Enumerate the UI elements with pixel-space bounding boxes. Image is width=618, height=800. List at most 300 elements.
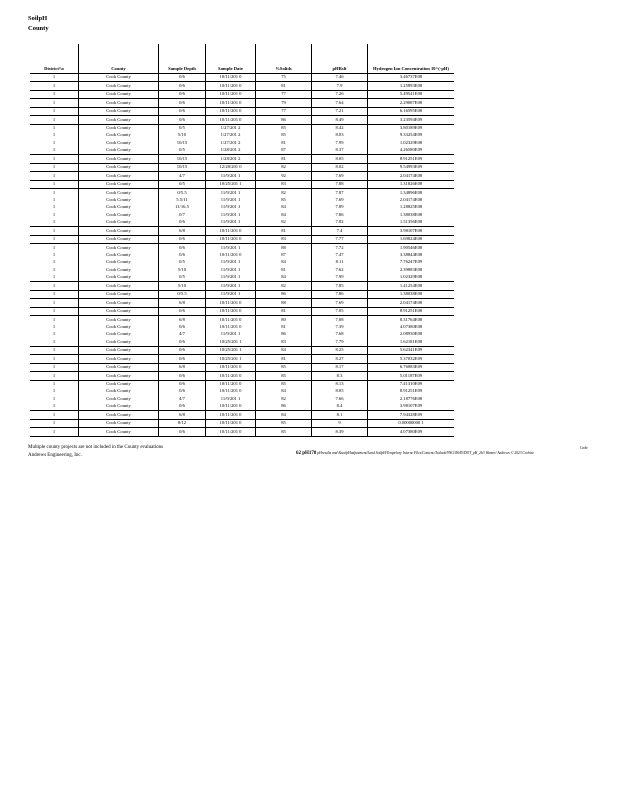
depth-cell: 0/6	[159, 244, 206, 251]
hydrogen-ion-cell: 0.00000000 1	[398, 420, 424, 426]
date-cell: 10/11/201 0	[206, 316, 256, 323]
ph-cell: 8.39	[312, 428, 368, 435]
hydrogen-ion-cell: 5.49541E08	[399, 91, 423, 97]
table-row	[30, 108, 454, 116]
county-cell: Cook County	[79, 74, 159, 81]
hydrogen-ion-cell: 2.29087E08	[399, 99, 423, 105]
header-solids: %Solids	[256, 44, 312, 73]
depth-cell: 5/10	[159, 282, 206, 289]
district-cell: 1	[30, 204, 79, 211]
date-cell: 10/11/201 0	[206, 403, 256, 410]
date-cell: 10/11/201 0	[206, 428, 256, 435]
district-cell: 1	[30, 164, 79, 171]
date-cell: 10/25/201 1	[206, 181, 256, 188]
county-cell: Cook County	[79, 411, 159, 418]
district-cell: 1	[30, 428, 79, 435]
county-cell: Cook County	[79, 116, 159, 123]
solids-cell: 85	[256, 381, 312, 388]
ph-cell: 7.72	[312, 244, 368, 251]
table-row	[30, 316, 454, 323]
county-cell: Cook County	[79, 259, 159, 266]
date-cell: 1/28/201 2	[206, 147, 256, 154]
depth-cell: 6/8	[159, 316, 206, 323]
table-row	[30, 219, 454, 227]
table-row	[30, 428, 454, 435]
footer-file-meta: pHresults and &soilpHadjustment/Land SoilpH/Tempelary Interne Files/Content.Outlook/9NG3504Y/DOT_pH_2b3 Wamer/ Andrews © 2023 Cochise	[317, 451, 534, 455]
ph-cell: 7.4	[312, 227, 368, 234]
county-cell: Cook County	[79, 355, 159, 362]
date-cell: 10/11/201 0	[206, 252, 256, 259]
solids-cell: 88	[256, 299, 312, 306]
county-cell: Cook County	[79, 347, 159, 354]
county-cell: Cook County	[79, 372, 159, 379]
title-line-2: County	[28, 25, 49, 32]
county-cell: Cook County	[79, 396, 159, 403]
district-cell: 1	[30, 299, 79, 306]
date-cell: 10/11/201 0	[206, 236, 256, 243]
hydrogen-ion-cell: 4.26580E09	[399, 147, 423, 153]
date-cell: 10/11/201 0	[206, 308, 256, 315]
district-cell: 1	[30, 189, 79, 196]
depth-cell: 8/12	[159, 420, 206, 427]
header-hydrogen-ion: Hydrogen Ion Concentration 10^(-pH)	[373, 66, 449, 71]
county-cell: Cook County	[79, 364, 159, 371]
solids-cell: 85	[256, 125, 312, 132]
hydrogen-ion-cell: 1.62181E08	[399, 338, 423, 344]
ph-cell: 8.11	[312, 259, 368, 266]
table-row	[30, 99, 454, 107]
county-cell: Cook County	[79, 244, 159, 251]
hydrogen-ion-cell: 7.76247E09	[399, 259, 423, 265]
ph-cell: 7.68	[312, 331, 368, 338]
district-cell: 1	[30, 244, 79, 251]
solids-cell: 82	[256, 219, 312, 226]
table-row	[30, 388, 454, 395]
county-cell: Cook County	[79, 99, 159, 106]
ph-cell: 7.86	[312, 291, 368, 298]
depth-cell: 5/10	[159, 267, 206, 274]
solids-cell: 81	[256, 267, 312, 274]
depth-cell: 0/6	[159, 355, 206, 362]
district-cell: 1	[30, 197, 79, 204]
ph-cell: 7.87	[312, 189, 368, 196]
hydrogen-ion-cell: 3.46737E08	[399, 74, 423, 80]
ph-cell: 7.47	[312, 252, 368, 259]
header-district: District\\o	[30, 44, 79, 73]
date-cell: 10/11/201 0	[206, 411, 256, 418]
ph-cell: 7.99	[312, 274, 368, 281]
header-sample-depth: Sample Depth	[159, 44, 206, 73]
footer-note: Multiple county projects are not included in the County evaluations	[28, 445, 164, 450]
hydrogen-ion-cell: 3.38844E08	[399, 252, 423, 258]
solids-cell: 81	[256, 355, 312, 362]
ph-cell: 7.69	[312, 197, 368, 204]
hydrogen-ion-cell: 7.94328E09	[399, 411, 423, 417]
table-row	[30, 355, 454, 363]
table-row	[30, 364, 454, 372]
table-row	[30, 91, 454, 99]
ph-cell: 8.17	[312, 364, 368, 371]
ph-cell: 8.13	[312, 381, 368, 388]
ph-cell: 7.89	[312, 204, 368, 211]
depth-cell: 5/10	[159, 132, 206, 139]
date-cell: 11/9/201 1	[206, 211, 256, 218]
solids-cell: 82	[256, 189, 312, 196]
hydrogen-ion-cell: 1.31826E08	[399, 181, 423, 187]
depth-cell: 0/6	[159, 108, 206, 115]
county-cell: Cook County	[79, 108, 159, 115]
county-cell: Cook County	[79, 331, 159, 338]
solids-cell: 82	[256, 396, 312, 403]
solids-cell: 83	[256, 181, 312, 188]
ph-cell: 8.03	[312, 132, 368, 139]
hydrogen-ion-cell: 6.76083E09	[399, 364, 423, 370]
district-cell: 1	[30, 396, 79, 403]
district-cell: 1	[30, 372, 79, 379]
date-cell: 1/28/201 2	[206, 155, 256, 162]
date-cell: 11/9/201 1	[206, 274, 256, 281]
depth-cell: 0/6	[159, 99, 206, 106]
district-cell: 1	[30, 274, 79, 281]
soil-ph-table	[30, 44, 454, 437]
table-row	[30, 282, 454, 290]
district-cell: 1	[30, 381, 79, 388]
depth-cell: 0/6	[159, 372, 206, 379]
header-county: County	[79, 44, 159, 73]
date-cell: 10/11/201 0	[206, 372, 256, 379]
date-cell: 10/11/201 0	[206, 364, 256, 371]
depth-cell: 6/8	[159, 227, 206, 234]
hydrogen-ion-cell: 5.62341E09	[399, 347, 423, 353]
county-cell: Cook County	[79, 204, 159, 211]
county-cell: Cook County	[79, 252, 159, 259]
county-cell: Cook County	[79, 236, 159, 243]
ph-cell: 8.3	[312, 372, 368, 379]
table-row	[30, 338, 454, 346]
date-cell: 11/9/201 1	[206, 197, 256, 204]
solids-cell: 84	[256, 211, 312, 218]
county-cell: Cook County	[79, 274, 159, 281]
ph-cell: 8.05	[312, 388, 368, 395]
solids-cell: 87	[256, 147, 312, 154]
hydrogen-ion-cell: 7.41310E09	[399, 381, 423, 387]
table-header	[30, 44, 454, 73]
hydrogen-ion-cell: 1.69824E08	[399, 236, 423, 242]
depth-cell: 4/7	[159, 396, 206, 403]
table-row	[30, 197, 454, 204]
table-row	[30, 372, 454, 380]
solids-cell: 92	[256, 172, 312, 179]
solids-cell: 81	[256, 140, 312, 147]
district-cell: 1	[30, 347, 79, 354]
table-row	[30, 164, 454, 172]
county-cell: Cook County	[79, 172, 159, 179]
hydrogen-ion-cell: 3.98107E09	[399, 403, 423, 409]
depth-cell: 5.5/11	[159, 197, 206, 204]
hydrogen-ion-cell: 1.28825E08	[399, 204, 423, 210]
depth-cell: 4/7	[159, 172, 206, 179]
depth-cell: 0/5.5	[159, 291, 206, 298]
county-cell: Cook County	[79, 403, 159, 410]
date-cell: 10/11/201 0	[206, 91, 256, 98]
solids-cell: 86	[256, 331, 312, 338]
table-row	[30, 125, 454, 132]
report-title	[28, 14, 49, 34]
hydrogen-ion-cell: 8.91251E09	[399, 388, 423, 394]
district-cell: 1	[30, 308, 79, 315]
county-cell: Cook County	[79, 299, 159, 306]
hydrogen-ion-cell: 2.08930E08	[399, 331, 423, 337]
county-cell: Cook County	[79, 181, 159, 188]
district-cell: 1	[30, 147, 79, 154]
county-cell: Cook County	[79, 308, 159, 315]
hydrogen-ion-cell: 1.38038E08	[399, 291, 423, 297]
depth-cell: 11/16.5	[159, 204, 206, 211]
depth-cell: 0/6	[159, 116, 206, 123]
county-cell: Cook County	[79, 428, 159, 435]
solids-cell: 79	[256, 99, 312, 106]
hydrogen-ion-cell: 2.04174E08	[399, 196, 423, 202]
table-row	[30, 204, 454, 211]
hydrogen-ion-cell: 1.25893E08	[399, 82, 423, 88]
table-row	[30, 331, 454, 338]
hydrogen-ion-cell: 9.54993E09	[399, 164, 423, 170]
district-cell: 1	[30, 140, 79, 147]
depth-cell: 0/6	[159, 388, 206, 395]
date-cell: 11/9/201 1	[206, 282, 256, 289]
district-cell: 1	[30, 420, 79, 427]
date-cell: 11/9/201 1	[206, 219, 256, 226]
solids-cell: 85	[256, 364, 312, 371]
depth-cell: 0/6	[159, 403, 206, 410]
table-row	[30, 181, 454, 189]
solids-cell: 85	[256, 428, 312, 435]
county-cell: Cook County	[79, 82, 159, 89]
county-cell: Cook County	[79, 155, 159, 162]
depth-cell: 0/6	[159, 428, 206, 435]
hydrogen-ion-cell: 5.37032E09	[399, 355, 423, 361]
ph-cell: 7.86	[312, 211, 368, 218]
date-cell: 10/11/201 0	[206, 116, 256, 123]
district-cell: 1	[30, 411, 79, 418]
depth-cell: 0/6	[159, 91, 206, 98]
depth-cell: 0/6	[159, 236, 206, 243]
date-cell: 10/11/201 0	[206, 299, 256, 306]
table-row	[30, 227, 454, 235]
ph-cell: 7.39	[312, 324, 368, 331]
district-cell: 1	[30, 116, 79, 123]
table-row	[30, 82, 454, 90]
ph-cell: 8.02	[312, 164, 368, 171]
solids-cell: 81	[256, 227, 312, 234]
table-row	[30, 274, 454, 282]
hydrogen-ion-cell: 2.39883E08	[399, 266, 423, 272]
table-row	[30, 403, 454, 411]
county-cell: Cook County	[79, 324, 159, 331]
county-cell: Cook County	[79, 420, 159, 427]
district-cell: 1	[30, 108, 79, 115]
depth-cell: 0/6	[159, 347, 206, 354]
date-cell: 11/9/201 1	[206, 204, 256, 211]
depth-cell: 6/8	[159, 364, 206, 371]
ph-cell: 7.82	[312, 219, 368, 226]
hydrogen-ion-cell: 1.02329E08	[399, 139, 423, 145]
depth-cell: 10/15	[159, 140, 206, 147]
depth-cell: 0/5	[159, 181, 206, 188]
date-cell: 1/27/201 2	[206, 132, 256, 139]
ph-cell: 7.64	[312, 99, 368, 106]
depth-cell: 0/6	[159, 219, 206, 226]
table-row	[30, 259, 454, 266]
solids-cell: 75	[256, 74, 312, 81]
hydrogen-ion-cell: 2.04174E08	[399, 299, 423, 305]
county-cell: Cook County	[79, 91, 159, 98]
table-row	[30, 252, 454, 259]
date-cell: 1/27/201 2	[206, 140, 256, 147]
date-cell: 11/9/201 1	[206, 267, 256, 274]
table-row	[30, 420, 454, 428]
table-row	[30, 291, 454, 299]
solids-cell: 82	[256, 164, 312, 171]
district-cell: 1	[30, 282, 79, 289]
depth-cell: 0/5	[159, 274, 206, 281]
depth-cell: 0/5	[159, 125, 206, 132]
date-cell: 10/11/201 0	[206, 108, 256, 115]
table-row	[30, 347, 454, 355]
depth-cell: 0/5	[159, 147, 206, 154]
date-cell: 10/25/201 1	[206, 347, 256, 354]
county-cell: Cook County	[79, 381, 159, 388]
solids-cell: 83	[256, 236, 312, 243]
depth-cell: 0/6	[159, 82, 206, 89]
solids-cell: 77	[256, 91, 312, 98]
table-row	[30, 236, 454, 244]
hydrogen-ion-cell: 8.31764E08	[399, 316, 423, 322]
hydrogen-ion-cell: 5.01187E09	[399, 372, 423, 378]
county-cell: Cook County	[79, 147, 159, 154]
solids-cell: 86	[256, 403, 312, 410]
hydrogen-ion-cell: 1.02329E08	[399, 274, 423, 280]
district-cell: 1	[30, 338, 79, 345]
hydrogen-ion-cell: 9.33254E09	[399, 132, 423, 138]
ph-cell: 7.69	[312, 299, 368, 306]
table-row	[30, 189, 454, 196]
depth-cell: 0/7	[159, 211, 206, 218]
county-cell: Cook County	[79, 189, 159, 196]
hydrogen-ion-cell: 2.04174E08	[399, 172, 423, 178]
table-row	[30, 147, 454, 155]
table-row	[30, 211, 454, 218]
footer-meta	[296, 446, 588, 456]
table-row	[30, 116, 454, 124]
district-cell: 1	[30, 259, 79, 266]
district-cell: 1	[30, 331, 79, 338]
date-cell: 11/9/201 1	[206, 172, 256, 179]
county-cell: Cook County	[79, 197, 159, 204]
ph-cell: 7.05	[312, 308, 368, 315]
footer-code: Code	[580, 446, 588, 450]
district-cell: 1	[30, 99, 79, 106]
solids-cell: 85	[256, 372, 312, 379]
district-cell: 1	[30, 91, 79, 98]
district-cell: 1	[30, 82, 79, 89]
depth-cell: 0/6	[159, 252, 206, 259]
ph-cell: 7.79	[312, 338, 368, 345]
county-cell: Cook County	[79, 338, 159, 345]
ph-cell: 7.62	[312, 267, 368, 274]
district-cell: 1	[30, 236, 79, 243]
hydrogen-ion-cell: 4.07380E08	[399, 323, 423, 329]
solids-cell: 86	[256, 291, 312, 298]
hydrogen-ion-cell: 1.34896E08	[399, 189, 423, 195]
hydrogen-ion-cell: 3.23594E09	[399, 116, 423, 122]
table-row	[30, 74, 454, 82]
district-cell: 1	[30, 155, 79, 162]
ph-cell: 8.37	[312, 147, 368, 154]
ph-cell: 8.25	[312, 347, 368, 354]
ph-cell: 7.66	[312, 396, 368, 403]
table-row	[30, 324, 454, 331]
hydrogen-ion-cell: 1.90546E08	[399, 244, 423, 250]
hydrogen-ion-cell: 4.07380E09	[399, 428, 423, 434]
county-cell: Cook County	[79, 125, 159, 132]
county-cell: Cook County	[79, 291, 159, 298]
ph-cell: 8.49	[312, 116, 368, 123]
date-cell: 12/28/201 0	[206, 164, 256, 171]
date-cell: 11/9/201 1	[206, 396, 256, 403]
county-cell: Cook County	[79, 132, 159, 139]
date-cell: 10/11/201 0	[206, 227, 256, 234]
county-cell: Cook County	[79, 388, 159, 395]
depth-cell: 0/5	[159, 259, 206, 266]
district-cell: 1	[30, 125, 79, 132]
hydrogen-ion-cell: 6.16595E08	[399, 108, 423, 114]
footer-company: Andrews Engineering, Inc.	[28, 453, 82, 458]
solids-cell: 84	[256, 411, 312, 418]
table-row	[30, 140, 454, 147]
ph-cell: 7.26	[312, 91, 368, 98]
district-cell: 1	[30, 403, 79, 410]
ph-cell: 8.05	[312, 155, 368, 162]
ph-cell: 8.1	[312, 411, 368, 418]
ph-cell: 8.42	[312, 125, 368, 132]
date-cell: 11/9/201 1	[206, 291, 256, 298]
solids-cell: 84	[256, 347, 312, 354]
table-body	[30, 73, 454, 437]
depth-cell: 6/8	[159, 411, 206, 418]
county-cell: Cook County	[79, 282, 159, 289]
solids-cell: 81	[256, 82, 312, 89]
solids-cell: 81	[256, 324, 312, 331]
depth-cell: 0/6	[159, 74, 206, 81]
hydrogen-ion-cell: 8.91251E08	[399, 308, 423, 314]
county-cell: Cook County	[79, 140, 159, 147]
depth-cell: 10/15	[159, 155, 206, 162]
district-cell: 1	[30, 252, 79, 259]
solids-cell: 85	[256, 197, 312, 204]
date-cell: 10/11/201 0	[206, 82, 256, 89]
footer-page-label: 62 pH178	[296, 451, 317, 456]
district-cell: 1	[30, 316, 79, 323]
solids-cell: 84	[256, 259, 312, 266]
solids-cell: 86	[256, 116, 312, 123]
district-cell: 1	[30, 267, 79, 274]
header-sample-date: Sample Date	[206, 44, 256, 73]
hydrogen-ion-cell: 3.98107E08	[399, 227, 423, 233]
table-row	[30, 155, 454, 163]
district-cell: 1	[30, 227, 79, 234]
district-cell: 1	[30, 355, 79, 362]
